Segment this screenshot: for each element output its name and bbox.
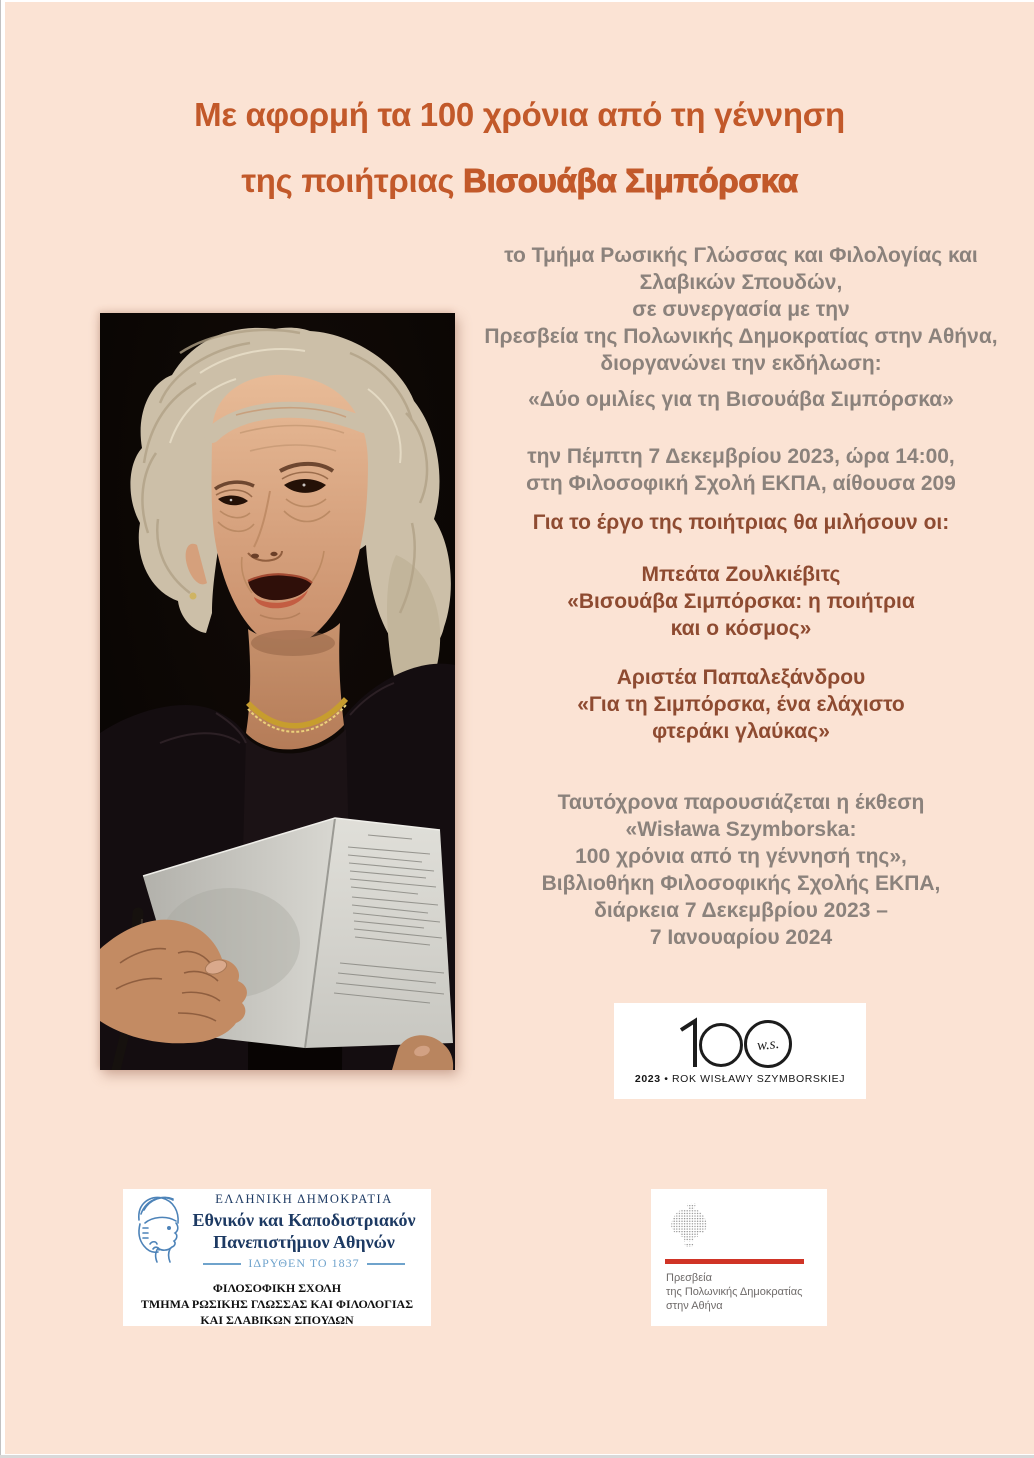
embassy-logo-block — [651, 1189, 827, 1326]
szymborska-portrait-photo — [100, 313, 455, 1070]
zero-circle — [701, 1025, 742, 1066]
embassy-name-line: στην Αθήνα — [666, 1300, 723, 1312]
organizer-line: σε συνεργασία με την — [632, 298, 850, 321]
organizer-line: Πρεσβεία της Πολωνικής Δημοκρατίας στην Αθήνα, — [484, 325, 998, 348]
founded-line — [181, 1256, 427, 1271]
exhibition-line: Ταυτόχρονα παρουσιάζεται η έκθεση — [557, 791, 925, 814]
embassy-name — [666, 1271, 802, 1313]
hellenic-republic-label: ΕΛΛΗΝΙΚΗ ΔΗΜΟΚΡΑΤΙΑ — [215, 1192, 393, 1206]
exhibition-line: Βιβλιοθήκη Φιλοσοφικής Σχολής ΕΚΠΑ, — [541, 872, 941, 895]
portrait-photo-graphic — [100, 313, 455, 1070]
organizer-paragraph — [467, 242, 1015, 377]
department-line: ΚΑΙ ΣΛΑΒΙΚΩΝ ΣΠΟΥΔΩΝ — [200, 1313, 354, 1327]
university-name-line-1: Εθνικόν και Καποδιστριακόν — [192, 1210, 416, 1230]
event-title: «Δύο ομιλίες για τη Βισουάβα Σιμπόρσκα» — [528, 388, 954, 411]
faculty-department — [123, 1280, 431, 1328]
speaker-2 — [467, 664, 1015, 745]
exhibition-line: διάρκεια 7 Δεκεμβρίου 2023 – — [594, 899, 888, 922]
exhibition-line: «Wisława Szymborska: — [625, 818, 857, 841]
department-line: ΤΜΗΜΑ ΡΩΣΙΚΗΣ ΓΛΩΣΣΑΣ ΚΑΙ ΦΙΛΟΛΟΓΙΑΣ — [140, 1297, 414, 1311]
ws-initials: w.s. — [756, 1035, 780, 1055]
event-details — [467, 242, 1015, 951]
poster-title — [5, 95, 1034, 200]
speaker-1 — [467, 561, 1015, 642]
speaker-1-talk-line: «Βισουάβα Σιμπόρσκα: η ποιήτρια — [567, 590, 915, 613]
speaker-2-talk-line: «Για τη Σιμπόρσκα, ένα ελάχιστο — [577, 693, 905, 716]
poster-page — [5, 2, 1034, 1454]
speakers-heading: Για το έργο της ποιήτριας θα μιλήσουν οι: — [532, 511, 950, 534]
athena-head-icon — [130, 1192, 184, 1264]
poet-name: Βισουάβα Σιμπόρσκα — [463, 161, 798, 199]
title-line-2-prefix: της ποιήτριας — [241, 161, 464, 199]
title-line-1: Με αφορμή τα 100 χρόνια από τη γέννηση — [194, 96, 845, 133]
university-header — [181, 1189, 427, 1271]
embassy-name-line: Πρεσβεία — [666, 1272, 712, 1284]
university-name-line-2: Πανεπιστήμιον Αθηνών — [213, 1232, 395, 1252]
exhibition-info — [467, 789, 1015, 951]
polish-eagle-icon — [668, 1202, 710, 1248]
embassy-red-bar — [665, 1259, 804, 1264]
founded-dash-left — [203, 1263, 241, 1265]
title-line-2 — [5, 161, 1034, 201]
university-logo-block — [123, 1189, 431, 1326]
university-name — [181, 1209, 427, 1253]
speaker-1-name: Μπεάτα Ζουλκιέβιτς — [641, 563, 841, 586]
speaker-2-name: Αριστέα Παπαλεξάνδρου — [616, 666, 866, 689]
event-date-line: την Πέμπτη 7 Δεκεμβρίου 2023, ώρα 14:00, — [527, 445, 955, 468]
organizer-line: Σλαβικών Σπουδών, — [639, 271, 843, 294]
founded-dash-right — [367, 1263, 405, 1265]
embassy-name-line: της Πολωνικής Δημοκρατίας — [666, 1286, 803, 1298]
centenary-caption-text: ROK WISŁAWY SZYMBORSKIEJ — [672, 1073, 846, 1085]
speaker-1-talk-line: και ο κόσμος» — [670, 617, 812, 640]
founded-text: ΙΔΡΥΘΕΝ ΤΟ 1837 — [248, 1256, 360, 1270]
centenary-100-graphic — [665, 1017, 815, 1069]
centenary-bullet: • — [664, 1073, 669, 1085]
centenary-year: 2023 — [634, 1073, 661, 1085]
event-datetime — [467, 443, 1015, 497]
exhibition-line: 7 Ιανουαρίου 2024 — [649, 926, 833, 949]
exhibition-line: 100 χρόνια από τη γέννησή της», — [575, 845, 907, 868]
event-place-line: στη Φιλοσοφική Σχολή ΕΚΠΑ, αίθουσα 209 — [526, 472, 956, 495]
centenary-caption — [635, 1073, 845, 1085]
organizer-line: διοργανώνει την εκδήλωση: — [600, 352, 882, 375]
organizer-line: το Τμήμα Ρωσικής Γλώσσας και Φιλολογίας και — [504, 244, 978, 267]
speaker-2-talk-line: φτεράκι γλαύκας» — [652, 720, 830, 743]
szymborska-centenary-logo — [614, 1003, 866, 1099]
faculty-line: ΦΙΛΟΣΟΦΙΚΗ ΣΧΟΛΗ — [212, 1281, 342, 1295]
